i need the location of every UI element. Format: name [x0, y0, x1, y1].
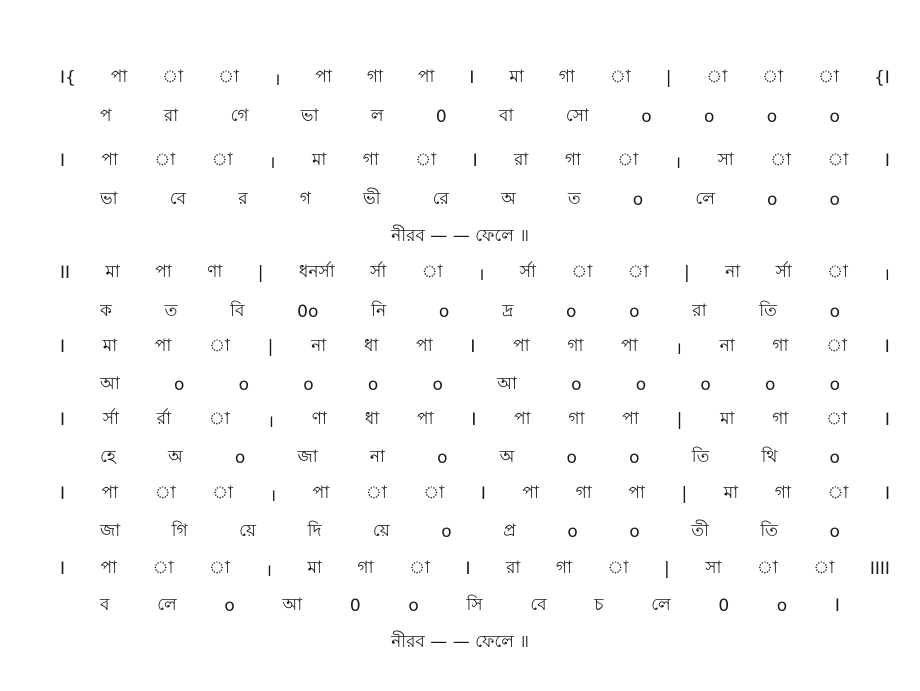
lyric-token: o	[571, 375, 582, 395]
swara-token: া	[607, 558, 629, 578]
swara-token: সা	[705, 558, 722, 578]
lyric-token: I	[834, 596, 840, 616]
swara-token: া	[152, 558, 174, 578]
swara-token: া	[218, 67, 239, 87]
swara-token: I	[60, 484, 66, 504]
swara-line	[60, 553, 890, 585]
swara-token: ।	[883, 264, 890, 285]
lyric-token: o	[408, 596, 419, 616]
swara-token: পা	[416, 336, 433, 356]
swara-token: র্রা	[156, 409, 172, 429]
lyric-token: o	[224, 596, 235, 616]
swara-line	[60, 404, 890, 436]
swara-token: া	[154, 483, 176, 503]
swara-token: I	[60, 410, 66, 430]
lyric-token: ক	[100, 301, 112, 321]
lyric-token: o	[437, 448, 448, 468]
lyric-token: বে	[169, 189, 187, 209]
swara-token: া	[827, 483, 849, 503]
swara-line	[60, 257, 890, 289]
lyric-token: আ	[497, 374, 517, 394]
swara-token: ।	[267, 411, 274, 432]
lyric-token: লে	[651, 595, 671, 615]
swara-token: I	[60, 337, 66, 357]
lyric-token: ত	[164, 301, 178, 321]
lyric-token: o	[703, 107, 715, 127]
lyric-token: হে	[100, 447, 116, 467]
lyric-token: দ্র	[501, 301, 514, 321]
lyric-token: o	[829, 107, 840, 127]
swara-token: গা	[774, 483, 791, 503]
swara-token: না	[725, 262, 741, 282]
lyric-token: o	[566, 448, 577, 468]
lyric-token: 0	[349, 596, 361, 616]
swara-token: মা	[307, 558, 322, 578]
lyric-token: আ	[282, 595, 303, 615]
swara-token: মা	[102, 336, 118, 356]
swara-token: া	[209, 336, 230, 356]
swara-token: মা	[509, 67, 524, 87]
lyric-token: o	[629, 302, 640, 322]
lyric-token: o	[629, 522, 640, 542]
swara-token: পা	[622, 409, 639, 429]
lyric-token: o	[441, 522, 452, 542]
lyric-token: অ	[499, 447, 515, 467]
swara-token: ধা	[363, 336, 379, 356]
swara-token: ধা	[364, 409, 380, 429]
swara-token: I	[60, 151, 66, 171]
swara-token: ।	[269, 485, 277, 506]
swara-token: া	[813, 558, 835, 578]
swara-token: না	[719, 336, 735, 356]
swara-token: মা	[720, 409, 735, 429]
swara-token: I	[471, 410, 477, 430]
lyric-token: য়ে	[372, 521, 390, 541]
swara-token: া	[423, 483, 445, 503]
swara-token: া	[757, 558, 778, 578]
swara-token: মা	[311, 150, 327, 170]
swara-token: গা	[772, 409, 789, 429]
lyric-token: র	[238, 189, 248, 209]
swara-token: গা	[366, 67, 383, 87]
lyric-line	[100, 442, 840, 474]
lyric-token: ত	[567, 189, 581, 209]
swara-line	[60, 478, 890, 510]
lyric-token: o	[238, 375, 250, 395]
swara-token: |	[257, 263, 264, 283]
swara-token: গা	[772, 336, 789, 356]
swara-token: পা	[100, 558, 118, 578]
swara-token: ণা	[311, 409, 327, 429]
swara-line	[60, 62, 890, 94]
swara-token: |	[663, 559, 670, 579]
swara-token: গা	[564, 150, 581, 170]
lyric-token: 0	[718, 596, 730, 616]
swara-token: ।	[477, 264, 485, 285]
swara-token: I	[884, 151, 890, 171]
swara-token: া	[211, 150, 233, 170]
swara-token: |	[665, 68, 672, 88]
swara-token: গা	[568, 409, 585, 429]
lyric-token: o	[776, 596, 788, 616]
lyric-token: লে	[695, 189, 715, 209]
lyric-token: সো	[565, 106, 589, 126]
lyric-token: বে	[530, 595, 547, 615]
swara-token: া	[627, 262, 649, 282]
refrain-line: নীরব — — ফেলে ॥	[391, 632, 529, 652]
swara-token: {I	[873, 68, 890, 88]
swara-token: র্সা	[370, 262, 387, 282]
swara-token: গা	[357, 558, 374, 578]
lyric-token: রে	[432, 189, 449, 209]
swara-token: া	[409, 558, 430, 578]
swara-token: I	[465, 559, 471, 579]
swara-token: পা	[154, 336, 172, 356]
swara-token: II	[60, 263, 71, 283]
lyric-token: অ	[168, 447, 183, 467]
swara-token: ।	[265, 560, 272, 581]
lyric-token: o	[174, 375, 185, 395]
swara-token: গা	[567, 336, 584, 356]
swara-token: I	[469, 68, 475, 88]
lyric-token: o	[767, 190, 778, 210]
swara-token: া	[827, 150, 849, 170]
swara-token: I	[470, 337, 476, 357]
lyric-token: o	[367, 375, 379, 395]
swara-token: পা	[417, 67, 435, 87]
lyric-token: তি	[759, 301, 777, 321]
lyric-token: না	[369, 447, 385, 467]
swara-token: া	[365, 483, 387, 503]
lyric-token: বা	[499, 106, 514, 126]
swara-token: পা	[514, 409, 531, 429]
swara-token: পা	[110, 67, 128, 87]
swara-token: না	[311, 336, 327, 356]
swara-token: |	[683, 263, 690, 283]
swara-token: I	[60, 559, 66, 579]
lyric-token: জা	[100, 521, 121, 541]
swara-token: I	[884, 337, 890, 357]
lyric-line	[100, 296, 840, 328]
swara-token: গা	[558, 67, 575, 87]
swara-token: পা	[628, 483, 645, 503]
swara-token: |	[681, 484, 688, 504]
lyric-token: জা	[297, 447, 318, 467]
lyric-token: দি	[307, 521, 322, 541]
swara-token: গা	[575, 483, 592, 503]
lyric-token: ব	[100, 595, 110, 615]
lyric-token: প	[100, 106, 112, 126]
swara-token: া	[208, 409, 230, 429]
swara-token: া	[162, 67, 184, 87]
swara-token: া	[212, 483, 234, 503]
lyric-token: o	[432, 375, 443, 395]
lyric-token: য়ে	[239, 521, 257, 541]
lyric-token: রা	[163, 106, 179, 126]
swara-token: সা	[717, 150, 734, 170]
swara-token: গা	[362, 150, 379, 170]
swara-token: া	[154, 150, 176, 170]
lyric-token: বি	[230, 301, 245, 321]
swara-token: া	[415, 150, 437, 170]
lyric-token: তি	[760, 521, 778, 541]
lyric-token: সি	[466, 595, 483, 615]
lyric-line	[100, 516, 840, 548]
swara-token: পা	[522, 483, 539, 503]
lyric-token: প্র	[503, 521, 516, 541]
swara-token: রা	[514, 150, 529, 170]
swara-token: I	[472, 151, 478, 171]
lyric-token: ল	[370, 106, 384, 126]
swara-token: া	[770, 150, 792, 170]
lyric-token: গে	[230, 106, 249, 126]
swara-token: মা	[105, 262, 120, 282]
swara-token: ।	[273, 69, 281, 90]
swara-token: ।	[675, 338, 682, 359]
lyric-token: o	[303, 375, 314, 395]
lyric-token: o	[632, 190, 644, 210]
lyric-token: o	[565, 302, 577, 322]
lyric-token: গ	[299, 189, 311, 209]
swara-token: া	[571, 262, 593, 282]
refrain-line: নীরব — — ফেলে ॥	[391, 226, 529, 246]
swara-token: া	[818, 67, 839, 87]
swara-token: I	[884, 410, 890, 430]
lyric-token: তী	[691, 521, 709, 541]
lyric-token: o	[567, 522, 578, 542]
swara-token: I	[480, 484, 486, 504]
swara-token: া	[826, 336, 848, 356]
lyric-token: o	[829, 190, 840, 210]
swara-token: া	[762, 67, 784, 87]
swara-token: া	[826, 409, 848, 429]
swara-token: গা	[555, 558, 572, 578]
swara-token: পা	[101, 483, 119, 503]
lyric-token: o	[829, 302, 840, 322]
swara-token: া	[609, 67, 631, 87]
lyric-token: o	[766, 107, 778, 127]
lyric-token: o	[764, 375, 776, 395]
swara-token: পা	[315, 67, 332, 87]
lyric-token: o	[700, 375, 711, 395]
lyric-token: আ	[100, 374, 120, 394]
swara-line	[60, 145, 890, 177]
lyric-token: o	[629, 448, 640, 468]
lyric-token: o	[438, 302, 450, 322]
swara-token: |	[676, 410, 683, 430]
swara-token: র্সা	[775, 262, 792, 282]
lyric-token: 0o	[297, 302, 319, 322]
swara-token: র্সা	[519, 262, 536, 282]
swara-token: ।	[674, 152, 682, 173]
lyric-line	[100, 101, 840, 133]
lyric-token: লে	[157, 595, 177, 615]
swara-token: I{	[60, 68, 76, 88]
lyric-token: নি	[371, 301, 387, 321]
swara-token: পা	[101, 150, 118, 170]
lyric-token: o	[829, 522, 840, 542]
lyric-token: ভা	[300, 106, 319, 126]
lyric-token: চ	[594, 595, 604, 615]
lyric-token: o	[635, 375, 647, 395]
swara-token: IIII	[869, 559, 890, 579]
lyric-token: o	[234, 448, 246, 468]
swara-token: পা	[513, 336, 530, 356]
swara-token: ।	[269, 152, 276, 173]
lyric-line	[100, 590, 840, 622]
lyric-token: তি	[691, 447, 710, 467]
swara-line	[60, 331, 890, 363]
swara-token: া	[827, 262, 848, 282]
swara-token: মা	[723, 483, 739, 503]
swara-token: ধনর্সা	[298, 262, 335, 282]
swara-token: পা	[155, 262, 172, 282]
lyric-token: o	[641, 107, 652, 127]
swara-token: া	[617, 150, 639, 170]
swara-token: পা	[417, 409, 434, 429]
lyric-token: o	[829, 448, 840, 468]
lyric-token: ভা	[100, 189, 118, 209]
lyric-token: o	[829, 375, 840, 395]
swara-token: রা	[506, 558, 521, 578]
swara-token: া	[421, 262, 443, 282]
swara-token: া	[706, 67, 728, 87]
swara-token: I	[884, 484, 890, 504]
swara-token: ণা	[207, 262, 223, 282]
lyric-token: গি	[171, 521, 188, 541]
lyric-token: থি	[761, 447, 778, 467]
swara-token: া	[209, 558, 230, 578]
lyric-token: 0	[435, 107, 447, 127]
swara-token: |	[267, 337, 274, 357]
lyric-line	[100, 184, 840, 216]
lyric-token: অ	[501, 189, 516, 209]
lyric-token: ভী	[362, 189, 381, 209]
lyric-line	[100, 369, 840, 401]
swara-token: পা	[621, 336, 638, 356]
lyric-token: রা	[692, 301, 707, 321]
swara-token: র্সা	[102, 409, 119, 429]
swara-token: পা	[312, 483, 330, 503]
